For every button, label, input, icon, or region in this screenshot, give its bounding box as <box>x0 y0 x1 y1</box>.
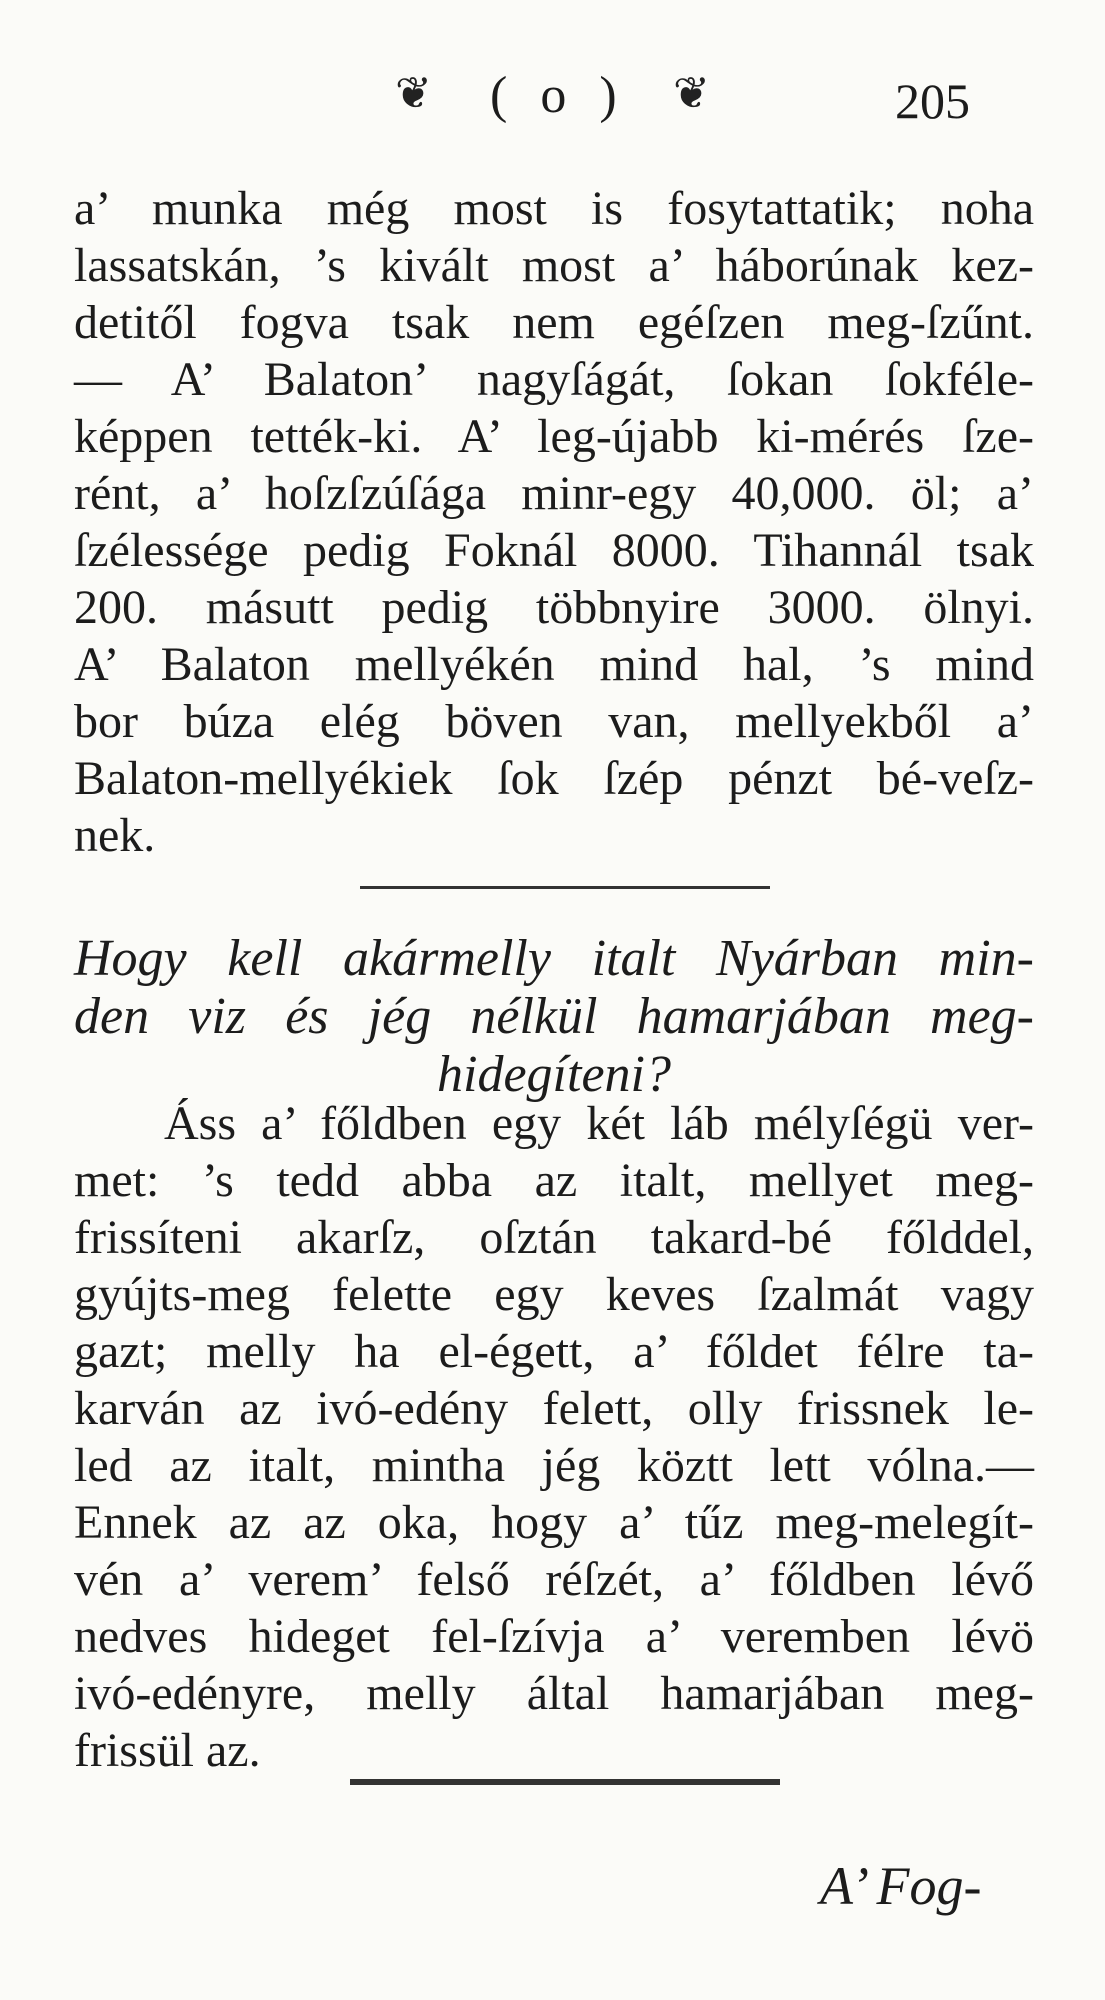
text-line: — A’ Balaton’ nagyſágát, ſokan ſokféle- <box>74 353 1034 406</box>
text-line: ivó-edényre, melly által hamarjában meg- <box>74 1667 1034 1720</box>
page-header <box>0 62 1105 132</box>
text-line: met: ’s tedd abba az italt, mellyet meg- <box>74 1154 1034 1207</box>
title-line: Hogy kell akármelly italt Nyárban min- <box>74 930 1034 987</box>
page-number: 205 <box>895 73 970 129</box>
text-line: lassatskán, ’s kivált most a’ háborúnak kez- <box>74 239 1034 292</box>
text-line: frissül az. <box>74 1724 261 1777</box>
text-line: gazt; melly ha el-égett, a’ főldet félre ta- <box>74 1325 1034 1378</box>
text-line: 200. másutt pedig többnyire 3000. ölnyi. <box>74 581 1034 634</box>
text-line: Balaton-mellyékiek ſok ſzép pénzt bé-veſz- <box>74 752 1034 805</box>
text-line: vén a’ verem’ felső réſzét, a’ főldben lévő <box>74 1553 1034 1606</box>
text-line: frissíteni akarſz, oſztán takard-bé főlddel, <box>74 1211 1034 1264</box>
text-line: rént, a’ hoſzſzúſága minr-egy 40,000. öl; a’ <box>74 467 1034 520</box>
text-line: a’ munka még most is fosytattatik; noha <box>74 182 1034 235</box>
text-line: bor búza elég böven van, mellyekből a’ <box>74 695 1034 748</box>
title-line: hidegíteni? <box>437 1046 671 1103</box>
text-line: nek. <box>74 809 156 862</box>
text-line: Áss a’ főldben egy két láb mélyſégü ver- <box>164 1097 1034 1150</box>
text-line: led az italt, mintha jég köztt lett vólna.— <box>74 1439 1034 1492</box>
text-line: karván az ivó-edény felett, olly frissnek le- <box>74 1382 1034 1435</box>
section-title <box>74 930 1034 1104</box>
paragraph-cooling <box>74 1095 1034 1779</box>
paragraph-balaton <box>74 180 1034 864</box>
text-line: képpen tették-ki. A’ leg-újabb ki-mérés ſze- <box>74 410 1034 463</box>
ornament-right-icon: ❦ <box>673 68 710 119</box>
header-mark: ( o ) <box>490 67 627 124</box>
text-line: Ennek az az oka, hogy a’ tűz meg-melegít- <box>74 1496 1034 1549</box>
text-line: nedves hideget fel-ſzívja a’ veremben lévö <box>74 1610 1034 1663</box>
text-line: gyújts-meg felette egy keves ſzalmát vagy <box>74 1268 1034 1321</box>
text-line: A’ Balaton mellyékén mind hal, ’s mind <box>74 638 1034 691</box>
text-line: ſzélessége pedig Foknál 8000. Tihannál tsak <box>74 524 1034 577</box>
ornament-left-icon: ❦ <box>395 68 432 119</box>
catchword: A’ Fog- <box>820 1856 982 1916</box>
section-divider <box>360 886 770 889</box>
section-divider <box>350 1779 780 1785</box>
text-line: detitől fogva tsak nem egéſzen meg-ſzűnt. <box>74 296 1034 349</box>
title-line: den viz és jég nélkül hamarjában meg- <box>74 988 1034 1045</box>
